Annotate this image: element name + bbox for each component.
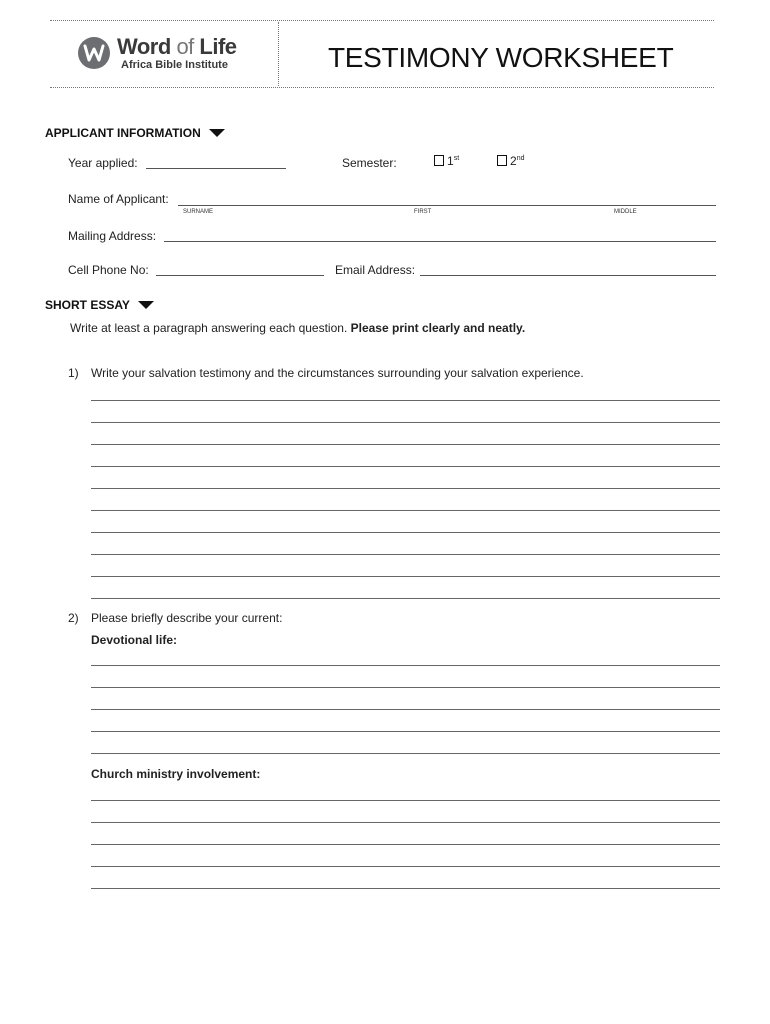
answer-line[interactable]: [91, 844, 720, 845]
year-applied-field[interactable]: [146, 168, 286, 169]
answer-line[interactable]: [91, 888, 720, 889]
checkbox-icon[interactable]: [497, 155, 507, 166]
triangle-down-icon: [209, 129, 225, 137]
answer-line[interactable]: [91, 510, 720, 511]
name-label: Name of Applicant:: [68, 192, 169, 206]
answer-line[interactable]: [91, 800, 720, 801]
answer-line[interactable]: [91, 598, 720, 599]
answer-line[interactable]: [91, 532, 720, 533]
name-field[interactable]: [178, 205, 716, 206]
essay-instructions: Write at least a paragraph answering each question. Please print clearly and neatly.: [70, 321, 526, 335]
middle-caption: MIDDLE: [614, 209, 637, 215]
answer-line[interactable]: [91, 576, 720, 577]
mailing-address-field[interactable]: [164, 241, 716, 242]
brand-name: Word of Life: [117, 34, 237, 59]
mailing-address-label: Mailing Address:: [68, 229, 157, 243]
semester-option-1[interactable]: 1st: [434, 154, 459, 168]
cell-phone-field[interactable]: [156, 275, 324, 276]
header-vertical-divider: [278, 22, 279, 86]
question-2-number: 2): [68, 611, 79, 625]
answer-line[interactable]: [91, 400, 720, 401]
essay-section-heading: SHORT ESSAY: [45, 298, 154, 312]
word-of-life-logo-icon: [78, 37, 110, 69]
question-2-text: Please briefly describe your current:: [91, 611, 283, 625]
answer-line[interactable]: [91, 422, 720, 423]
question-1-text: Write your salvation testimony and the circumstances surrounding your salvation experience.: [91, 366, 584, 380]
answer-line[interactable]: [91, 866, 720, 867]
church-ministry-label: Church ministry involvement:: [91, 767, 261, 781]
answer-line[interactable]: [91, 753, 720, 754]
surname-caption: SURNAME: [183, 209, 214, 215]
year-applied-label: Year applied:: [68, 156, 138, 170]
checkbox-icon[interactable]: [434, 155, 444, 166]
page-title: TESTIMONY WORKSHEET: [328, 42, 674, 73]
answer-line[interactable]: [91, 665, 720, 666]
triangle-down-icon: [138, 301, 154, 309]
header-bottom-divider: [50, 87, 714, 88]
answer-line[interactable]: [91, 444, 720, 445]
devotional-life-label: Devotional life:: [91, 633, 178, 647]
semester-label: Semester:: [342, 156, 397, 170]
email-field[interactable]: [420, 275, 716, 276]
semester-option-2[interactable]: 2nd: [497, 154, 524, 168]
question-1-number: 1): [68, 366, 79, 380]
answer-line[interactable]: [91, 687, 720, 688]
brand-subtitle: Africa Bible Institute: [121, 59, 228, 71]
answer-line[interactable]: [91, 709, 720, 710]
applicant-section-heading: APPLICANT INFORMATION: [45, 126, 225, 140]
email-label: Email Address:: [335, 263, 416, 277]
answer-line[interactable]: [91, 822, 720, 823]
cell-phone-label: Cell Phone No:: [68, 263, 149, 277]
answer-line[interactable]: [91, 554, 720, 555]
header-top-divider: [50, 20, 714, 21]
first-caption: FIRST: [414, 209, 432, 215]
answer-line[interactable]: [91, 466, 720, 467]
answer-line[interactable]: [91, 731, 720, 732]
answer-line[interactable]: [91, 488, 720, 489]
